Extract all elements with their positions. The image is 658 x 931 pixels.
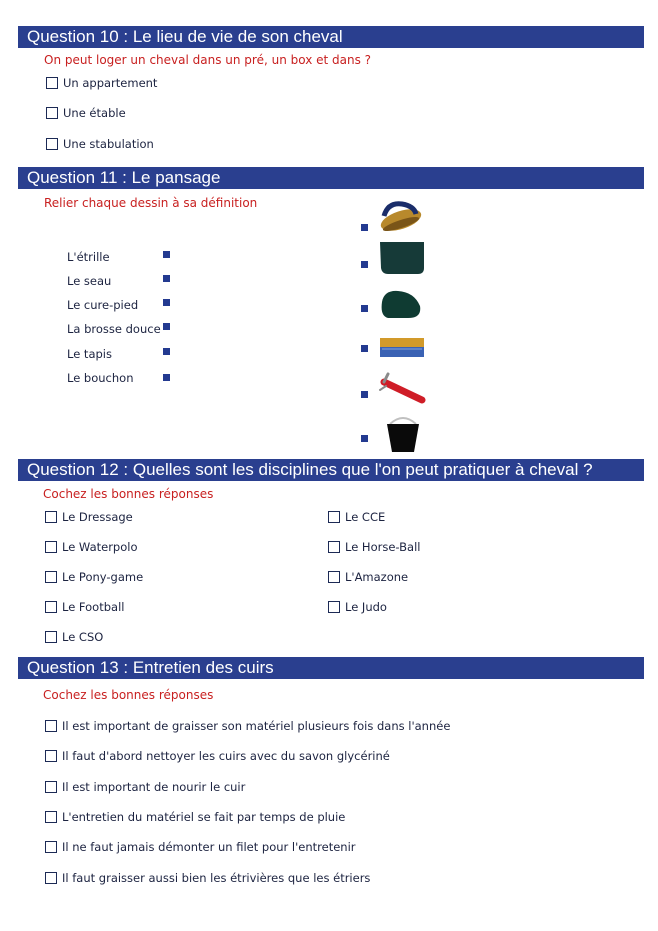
checkbox[interactable]: [45, 750, 57, 762]
term-etrille: L'étrille: [67, 250, 110, 264]
checkbox[interactable]: [45, 811, 57, 823]
checkbox[interactable]: [328, 511, 340, 523]
q11-prompt: Relier chaque dessin à sa définition: [44, 196, 258, 210]
bucket-icon: [384, 414, 422, 454]
q13-option-5[interactable]: Il ne faut jamais démonter un filet pour l'entretenir: [45, 840, 356, 854]
term-dot[interactable]: [163, 323, 170, 330]
q13-prompt: Cochez les bonnes réponses: [43, 688, 214, 702]
term-bouchon: Le bouchon: [67, 371, 134, 385]
q12-option-waterpolo[interactable]: Le Waterpolo: [45, 540, 138, 554]
q10-option-2[interactable]: Une étable: [46, 106, 126, 120]
q11-title: Question 11 : Le pansage: [18, 167, 644, 189]
q12-title: Question 12 : Quelles sont les disciplines que l'on peut pratiquer à cheval ?: [18, 459, 644, 481]
q13-option-1[interactable]: Il est important de graisser son matériel plusieurs fois dans l'année: [45, 719, 450, 733]
term-brosse-douce: La brosse douce: [67, 322, 161, 336]
q12-option-judo[interactable]: Le Judo: [328, 600, 387, 614]
checkbox[interactable]: [46, 77, 58, 89]
term-dot[interactable]: [163, 299, 170, 306]
q13-option-3[interactable]: Il est important de nourir le cuir: [45, 780, 245, 794]
checkbox[interactable]: [45, 781, 57, 793]
saddle-pad-icon: [378, 238, 426, 276]
term-dot[interactable]: [163, 275, 170, 282]
term-tapis: Le tapis: [67, 347, 112, 361]
checkbox[interactable]: [328, 571, 340, 583]
term-dot[interactable]: [163, 251, 170, 258]
q12-option-amazone[interactable]: L'Amazone: [328, 570, 408, 584]
picture-dot[interactable]: [361, 391, 368, 398]
q10-title: Question 10 : Le lieu de vie de son cheval: [18, 26, 644, 48]
checkbox[interactable]: [46, 107, 58, 119]
dandy-brush-icon: [378, 334, 426, 360]
picture-dot[interactable]: [361, 305, 368, 312]
q13-title: Question 13 : Entretien des cuirs: [18, 657, 644, 679]
q12-option-football[interactable]: Le Football: [45, 600, 124, 614]
term-dot[interactable]: [163, 374, 170, 381]
term-dot[interactable]: [163, 348, 170, 355]
picture-dot[interactable]: [361, 345, 368, 352]
picture-dot[interactable]: [361, 261, 368, 268]
q12-option-pony-game[interactable]: Le Pony-game: [45, 570, 143, 584]
q12-prompt: Cochez les bonnes réponses: [43, 487, 214, 501]
q10-option-1[interactable]: Un appartement: [46, 76, 157, 90]
checkbox[interactable]: [45, 720, 57, 732]
picture-dot[interactable]: [361, 224, 368, 231]
checkbox[interactable]: [45, 601, 57, 613]
term-cure-pied: Le cure-pied: [67, 298, 139, 312]
checkbox[interactable]: [328, 601, 340, 613]
checkbox[interactable]: [45, 541, 57, 553]
q10-prompt: On peut loger un cheval dans un pré, un box et dans ?: [44, 53, 372, 67]
q13-option-6[interactable]: Il faut graisser aussi bien les étrivières que les étriers: [45, 871, 370, 885]
q13-option-2[interactable]: Il faut d'abord nettoyer les cuirs avec du savon glycériné: [45, 749, 390, 763]
hoof-pick-icon: [378, 372, 428, 406]
picture-dot[interactable]: [361, 435, 368, 442]
curry-comb-icon: [378, 288, 424, 320]
checkbox[interactable]: [46, 138, 58, 150]
q10-option-3[interactable]: Une stabulation: [46, 137, 154, 151]
q12-option-dressage[interactable]: Le Dressage: [45, 510, 133, 524]
q13-option-4[interactable]: L'entretien du matériel se fait par temps de pluie: [45, 810, 345, 824]
term-seau: Le seau: [67, 274, 112, 288]
brush-icon: [378, 200, 424, 234]
q12-option-cce[interactable]: Le CCE: [328, 510, 385, 524]
checkbox[interactable]: [45, 571, 57, 583]
checkbox[interactable]: [328, 541, 340, 553]
checkbox[interactable]: [45, 872, 57, 884]
q12-option-cso[interactable]: Le CSO: [45, 630, 103, 644]
q12-option-horse-ball[interactable]: Le Horse-Ball: [328, 540, 420, 554]
checkbox[interactable]: [45, 631, 57, 643]
checkbox[interactable]: [45, 841, 57, 853]
checkbox[interactable]: [45, 511, 57, 523]
